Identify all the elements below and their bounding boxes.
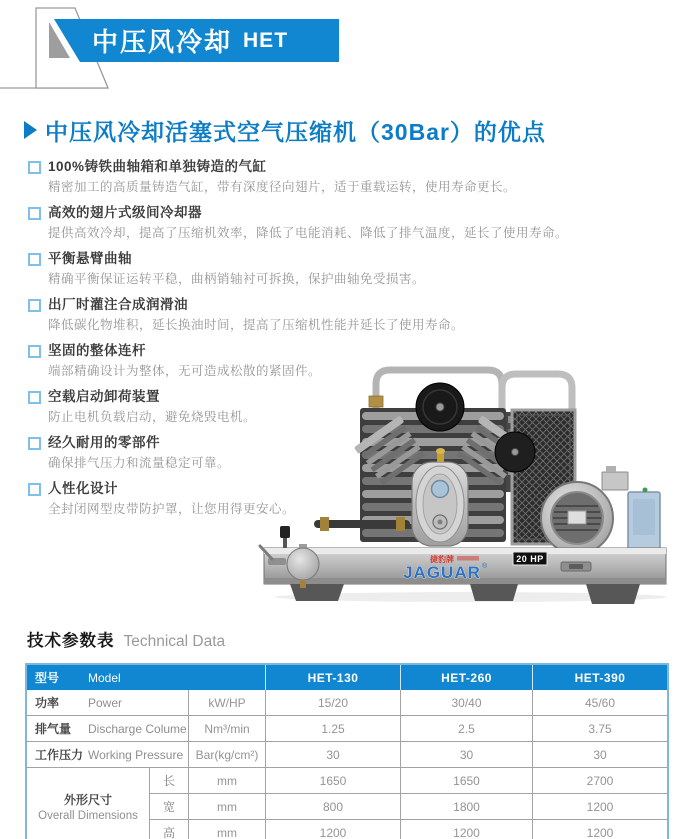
value-cell: 1.25 (266, 716, 401, 742)
section-title-text: 中压风冷却活塞式空气压缩机（30Bar）的优点 (45, 118, 546, 145)
registered-mark: ® (482, 563, 488, 570)
unit-cell: mm (189, 794, 266, 820)
spec-table (25, 663, 669, 839)
unit-cell: mm (189, 820, 266, 839)
value-cell: 30/40 (401, 690, 533, 716)
row-label-en: Power (88, 695, 123, 710)
value-cell: 1200 (533, 820, 667, 839)
row-label-zh: 工作压力 (35, 748, 84, 762)
foot-center (470, 584, 518, 601)
feature-heading: 高效的翅片式级间冷却器 (48, 205, 202, 220)
value-cell: 45/60 (533, 690, 667, 716)
brand-zh-text: 捷豹牌 (430, 555, 454, 564)
compressor-illustration (256, 356, 690, 604)
sight-glass (432, 481, 449, 498)
feature-heading: 平衡悬臂曲轴 (48, 251, 132, 266)
flywheel-large (416, 383, 464, 431)
technical-data-title-en: Technical Data (123, 633, 226, 650)
power-rating-text: 20 HP (516, 554, 544, 564)
value-cell: 3.75 (533, 716, 667, 742)
value-cell: 1650 (401, 768, 533, 794)
value-cell: 30 (266, 742, 401, 768)
right-arrow-icon (24, 121, 37, 139)
model-name: HET-260 (401, 665, 533, 690)
value-cell: 1200 (266, 820, 401, 839)
feature-heading: 坚固的整体连杆 (48, 343, 146, 358)
oil-breather (436, 448, 445, 454)
unit-cell: Bar(kg/cm²) (189, 742, 266, 768)
row-label-zh: 排气量 (35, 722, 72, 736)
foot-left (290, 584, 344, 601)
technical-data-title-zh: 技术参数表 (27, 632, 115, 650)
square-bullet-icon (28, 391, 41, 404)
square-bullet-icon (28, 207, 41, 220)
row-label-cell (27, 716, 189, 742)
value-cell: 2700 (533, 768, 667, 794)
row-label-cell (27, 690, 189, 716)
banner-title (92, 19, 288, 62)
feature-description: 全封闭网型皮带防护罩，让您用得更安心。 (48, 502, 296, 516)
dimension-name: 高 (150, 820, 189, 839)
feature-description: 降低碳化物堆积，延长换油时间，提高了压缩机性能并延长了使用寿命。 (48, 318, 465, 332)
spec-row-discharge (27, 716, 667, 742)
brand-logo-text: JAGUAR (403, 563, 481, 582)
filter-knob (280, 526, 290, 538)
spec-row-dimension-length (27, 768, 667, 794)
value-cell: 15/20 (266, 690, 401, 716)
brand-tagline-mark (457, 556, 479, 561)
square-bullet-icon (28, 299, 41, 312)
model-label-zh: 型号 (35, 671, 60, 685)
feature-description: 防止电机负载启动，避免烧毁电机。 (48, 410, 257, 424)
dimension-name: 长 (150, 768, 189, 794)
unit-cell: mm (189, 768, 266, 794)
spec-header-row (27, 665, 667, 690)
dimensions-label-cell (27, 768, 150, 839)
value-cell: 30 (533, 742, 667, 768)
feature-item (0, 204, 690, 241)
feature-item (0, 158, 690, 195)
value-cell: 1200 (401, 820, 533, 839)
square-bullet-icon (28, 483, 41, 496)
technical-data-title (27, 627, 665, 651)
technical-data-section (25, 627, 665, 839)
foot-right (586, 584, 640, 604)
value-cell: 1200 (533, 794, 667, 820)
value-cell: 1650 (266, 768, 401, 794)
model-name: HET-130 (266, 665, 401, 690)
flywheel-small (495, 432, 535, 472)
unit-cell: kW/HP (189, 690, 266, 716)
banner-title-zh: 中压风冷却 (92, 27, 233, 57)
model-header-cell (27, 665, 266, 690)
feature-heading: 人性化设计 (48, 481, 118, 496)
dimensions-label-en: Overall Dimensions (38, 809, 138, 822)
unit-cell: Nm³/min (189, 716, 266, 742)
model-name: HET-390 (533, 665, 667, 690)
square-bullet-icon (28, 437, 41, 450)
spec-row-power (27, 690, 667, 716)
value-cell: 800 (266, 794, 401, 820)
square-bullet-icon (28, 161, 41, 174)
feature-description: 精密加工的高质量铸造气缸，带有深度径向翅片，适于重载运转，使用寿命更长。 (48, 180, 517, 194)
product-photo-compressor (256, 356, 690, 604)
motor-terminal-box (602, 472, 628, 490)
feature-heading: 经久耐用的零部件 (48, 435, 160, 450)
feature-item (0, 250, 690, 287)
spec-row-pressure (27, 742, 667, 768)
feature-heading: 空载启动卸荷装置 (48, 389, 160, 404)
feature-heading: 出厂时灌注合成润滑油 (48, 297, 188, 312)
page-header (0, 0, 400, 100)
dimensions-label-zh: 外形尺寸 (63, 792, 112, 807)
feature-description: 精确平衡保证运转平稳，曲柄销轴衬可拆换，保护曲轴免受损害。 (48, 272, 426, 286)
feature-heading: 100%铸铁曲轴箱和单独铸造的气缸 (48, 159, 267, 174)
value-cell: 30 (401, 742, 533, 768)
model-label-en: Model (88, 670, 121, 685)
feature-description: 确保排气压力和流量稳定可靠。 (48, 456, 231, 470)
feature-item (0, 296, 690, 333)
value-cell: 2.5 (401, 716, 533, 742)
row-label-zh: 功率 (35, 696, 60, 710)
row-label-en: Discharge Colume (88, 721, 187, 736)
indicator-light (643, 488, 648, 493)
row-label-en: Working Pressure (88, 747, 184, 762)
row-label-cell (27, 742, 189, 768)
dimension-name: 宽 (150, 794, 189, 820)
feature-description: 提供高效冷却，提高了压缩机效率，降低了电能消耗、降低了排气温度，延长了使用寿命。 (48, 226, 569, 240)
banner-title-code: HET (243, 28, 289, 52)
section-title (24, 116, 690, 144)
value-cell: 1800 (401, 794, 533, 820)
square-bullet-icon (28, 345, 41, 358)
square-bullet-icon (28, 253, 41, 266)
feature-description: 端部精确设计为整体，无可造成松散的紧固件。 (48, 364, 322, 378)
